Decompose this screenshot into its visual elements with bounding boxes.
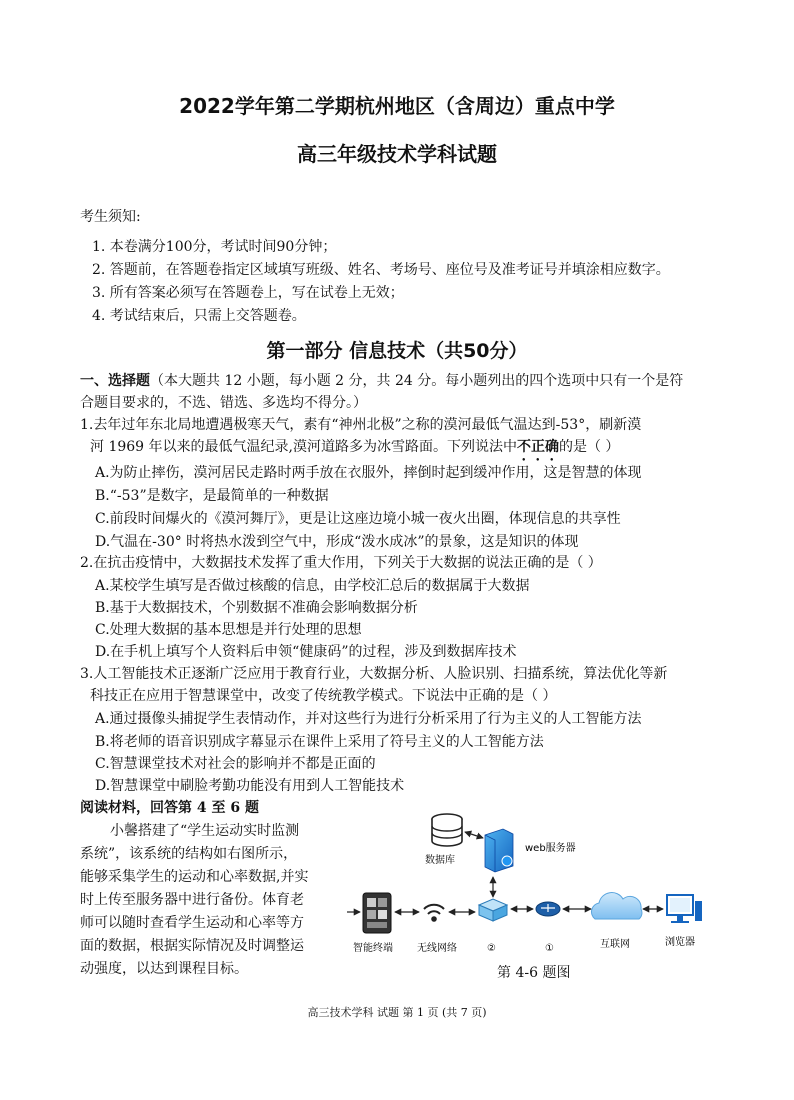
- q3-stem-line1: 3.人工智能技术正逐渐广泛应用于教育行业，大数据分析、人脸识别、扫描系统，算法优化等新: [80, 666, 668, 682]
- part-title: 第一部分 信息技术（共50分）: [266, 340, 528, 362]
- q3-option-d: D.智慧课堂中刷脸考勤功能没有用到人工智能技术: [95, 778, 405, 794]
- diagram-caption: 第 4-6 题图: [497, 965, 571, 981]
- reading-line: 能够采集学生的运动和心率数据,并实: [80, 869, 309, 885]
- section-intro: [80, 370, 683, 392]
- database-label: 数据库: [425, 855, 455, 866]
- switch-icon: [479, 899, 507, 921]
- q1-option-d: D.气温在-30° 时将热水泼到空气中，形成“泼水成冰”的景象，这是知识的体现: [95, 534, 579, 550]
- smart-terminal-icon: [363, 893, 391, 933]
- q2-stem: 2.在抗击疫情中，大数据技术发挥了重大作用，下列关于大数据的说法正确的是（ ）: [80, 555, 602, 571]
- notice-item: 1. 本卷满分100分，考试时间90分钟；: [92, 239, 337, 255]
- internet-label: 互联网: [600, 939, 630, 950]
- q2-option-a: A.某校学生填写是否做过核酸的信息，由学校汇总后的数据属于大数据: [95, 578, 530, 594]
- notice-item: 3. 所有答案必须写在答题卷上，写在试卷上无效；: [92, 285, 404, 301]
- section-desc: （本大题共 12 小题，每小题 2 分，共 24 分。每小题列出的四个选项中只有一个是符: [150, 373, 684, 389]
- monitor-icon: [667, 895, 702, 923]
- reading-line: 小馨搭建了“学生运动实时监测: [110, 823, 300, 839]
- reading-line: 师可以随时查看学生运动和心率等方: [80, 915, 304, 931]
- node1-label: ①: [545, 943, 554, 954]
- reading-line: 系统”，该系统的结构如右图所示，: [80, 846, 298, 862]
- q1-stem-line1: 1.去年过年东北局地遭遇极寒天气，素有“神州北极”之称的漠河最低气温达到-53°，刷新漠: [80, 417, 642, 433]
- web-server-label: web服务器: [525, 843, 576, 854]
- q1-emphasis: 不正确: [516, 439, 559, 455]
- q1-stem-text: 河 1969 年以来的最低气温纪录,漠河道路多为冰雪路面。下列说法中: [90, 439, 517, 455]
- router-icon: [536, 902, 560, 916]
- reading-line: 面的数据，根据实际情况及时调整运: [80, 938, 304, 954]
- q3-option-a: A.通过摄像头捕捉学生表情动作，并对这些行为进行分析采用了行为主义的人工智能方法: [95, 711, 642, 727]
- exam-title-line2: 高三年级技术学科试题: [297, 142, 497, 166]
- q1-option-b: B.“-53”是数字，是最简单的一种数据: [95, 488, 329, 504]
- q1-option-c: C.前段时间爆火的《漠河舞厅》，更是让这座边境小城一夜火出圈，体现信息的共享性: [95, 511, 621, 527]
- exam-title-line1: 2022学年第二学期杭州地区（含周边）重点中学: [179, 94, 615, 118]
- reading-line: 时上传至服务器中进行备份。体育老: [80, 892, 304, 908]
- browser-label: 浏览器: [665, 937, 695, 948]
- q1-option-a: A.为防止摔伤，漠河居民走路时两手放在衣服外，摔倒时起到缓冲作用，这是智慧的体现: [95, 465, 642, 481]
- reading-heading: 阅读材料，回答第 4 至 6 题: [80, 800, 259, 816]
- q1-stem-line2: [90, 436, 619, 464]
- notice-item: 4. 考试结束后，只需上交答题卷。: [92, 308, 306, 324]
- web-server-icon: [485, 829, 513, 872]
- wireless-label: 无线网络: [417, 943, 457, 954]
- notice-heading: 考生须知:: [80, 209, 141, 225]
- network-diagram: [345, 805, 720, 965]
- section-desc-line2: 合题目要求的，不选、错选、多选均不得分。）: [80, 395, 367, 411]
- database-icon: [432, 814, 462, 846]
- q2-option-d: D.在手机上填写个人资料后申领“健康码”的过程，涉及到数据库技术: [95, 644, 517, 660]
- q2-option-c: C.处理大数据的基本思想是并行处理的思想: [95, 622, 362, 638]
- wifi-icon: [424, 905, 444, 921]
- q3-option-c: C.智慧课堂技术对社会的影响并不都是正面的: [95, 756, 376, 772]
- q1-answer-blank: 的是（ ）: [558, 439, 620, 455]
- terminal-label: 智能终端: [353, 943, 393, 954]
- cloud-icon: [591, 893, 641, 919]
- notice-item: 2. 答题前，在答题卷指定区域填写班级、姓名、考场号、座位号及准考证号并填涂相应数字。: [92, 262, 670, 278]
- q2-option-b: B.基于大数据技术，个别数据不准确会影响数据分析: [95, 600, 418, 616]
- reading-line: 动强度，以达到课程目标。: [80, 961, 248, 977]
- q3-option-b: B.将老师的语音识别成字幕显示在课件上采用了符号主义的人工智能方法: [95, 734, 544, 750]
- q3-stem-line2: 科技正在应用于智慧课堂中，改变了传统教学模式。下说法中正确的是（ ）: [90, 688, 557, 704]
- node2-label: ②: [487, 943, 496, 954]
- page-footer: 高三技术学科 试题 第 1 页 (共 7 页): [307, 1006, 487, 1019]
- section-label: 一、选择题: [80, 373, 150, 389]
